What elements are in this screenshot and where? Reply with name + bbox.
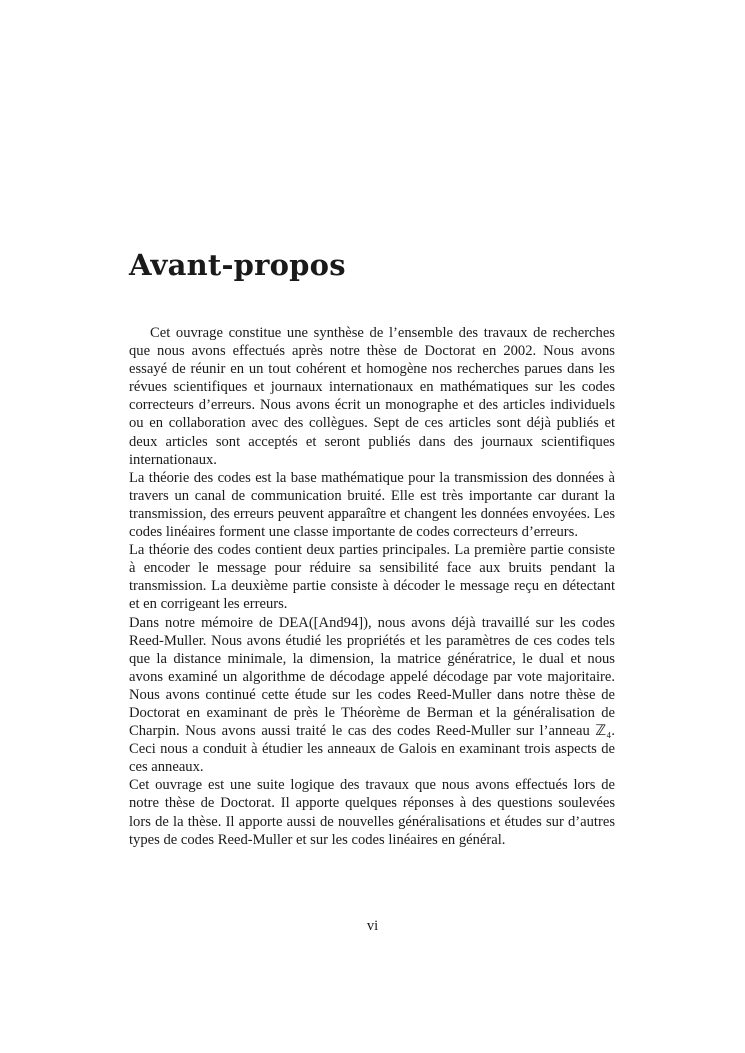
paragraph-dea-memoir: Dans notre mémoire de DEA([And94]), nous avons déjà travaillé sur les codes Reed-Muller. Nous avons étudié les propriétés et les paramètres de ces codes tels que la distance minimale, la dimension, la matrice génératrice, le dual et nous avons examiné un algorithme de décodage appelé décodage par vote majoritaire. Nous avons continué cette étude sur les codes Reed-Muller dans notre thèse de Doctorat en examinant de près le Théorème de Berman et la généralisation de Charpin. Nous avons aussi traité le cas des codes Reed-Muller sur l’anneau ℤ₄. Ceci nous a conduit à étudier les anneaux de Galois en examinant trois aspects de ces anneaux. [129,614,615,776]
paragraph-two-parts: La théorie des codes contient deux parties principales. La première partie consiste à encoder le message pour réduire sa sensibilité face aux bruits pendant la transmission. La deuxième partie consiste à décoder le message reçu en détectant et en corrigeant les erreurs. [129,542,615,613]
body-text [129,324,615,849]
page-number: vi [366,918,379,934]
paragraph-coding-theory: La théorie des codes est la base mathématique pour la transmission des données à travers un canal de communication bruité. Elle est très importante car durant la transmission, des erreurs peuvent apparaître et changent les données envoyées. Les codes linéaires forment une classe importante de codes correcteurs d’erreurs. [129,469,615,541]
paragraph-continuation: Cet ouvrage est une suite logique des travaux que nous avons effectués lors de notre thèse de Doctorat. Il apporte quelques réponses à des questions soulevées lors de la thèse. Il apporte aussi de nouvelles généralisations et études sur d’autres types de codes Reed-Muller et sur les codes linéaires en général. [129,777,615,848]
chapter-title: Avant-propos [129,248,346,282]
paragraph-intro: Cet ouvrage constitue une synthèse de l’ensemble des travaux de recherches que nous avons effectués après notre thèse de Doctorat en 2002. Nous avons essayé de réunir en un tout cohérent et homogène nos recherches parues dans les révues scientifiques et journaux internationaux en mathématiques sur les codes correcteurs d’erreurs. Nous avons écrit un monographe et des articles individuels ou en collaboration avec des collègues. Sept de ces articles sont déjà publiés et deux articles sont acceptés et seront publiés dans des journaux scientifiques internationaux. [129,325,615,468]
